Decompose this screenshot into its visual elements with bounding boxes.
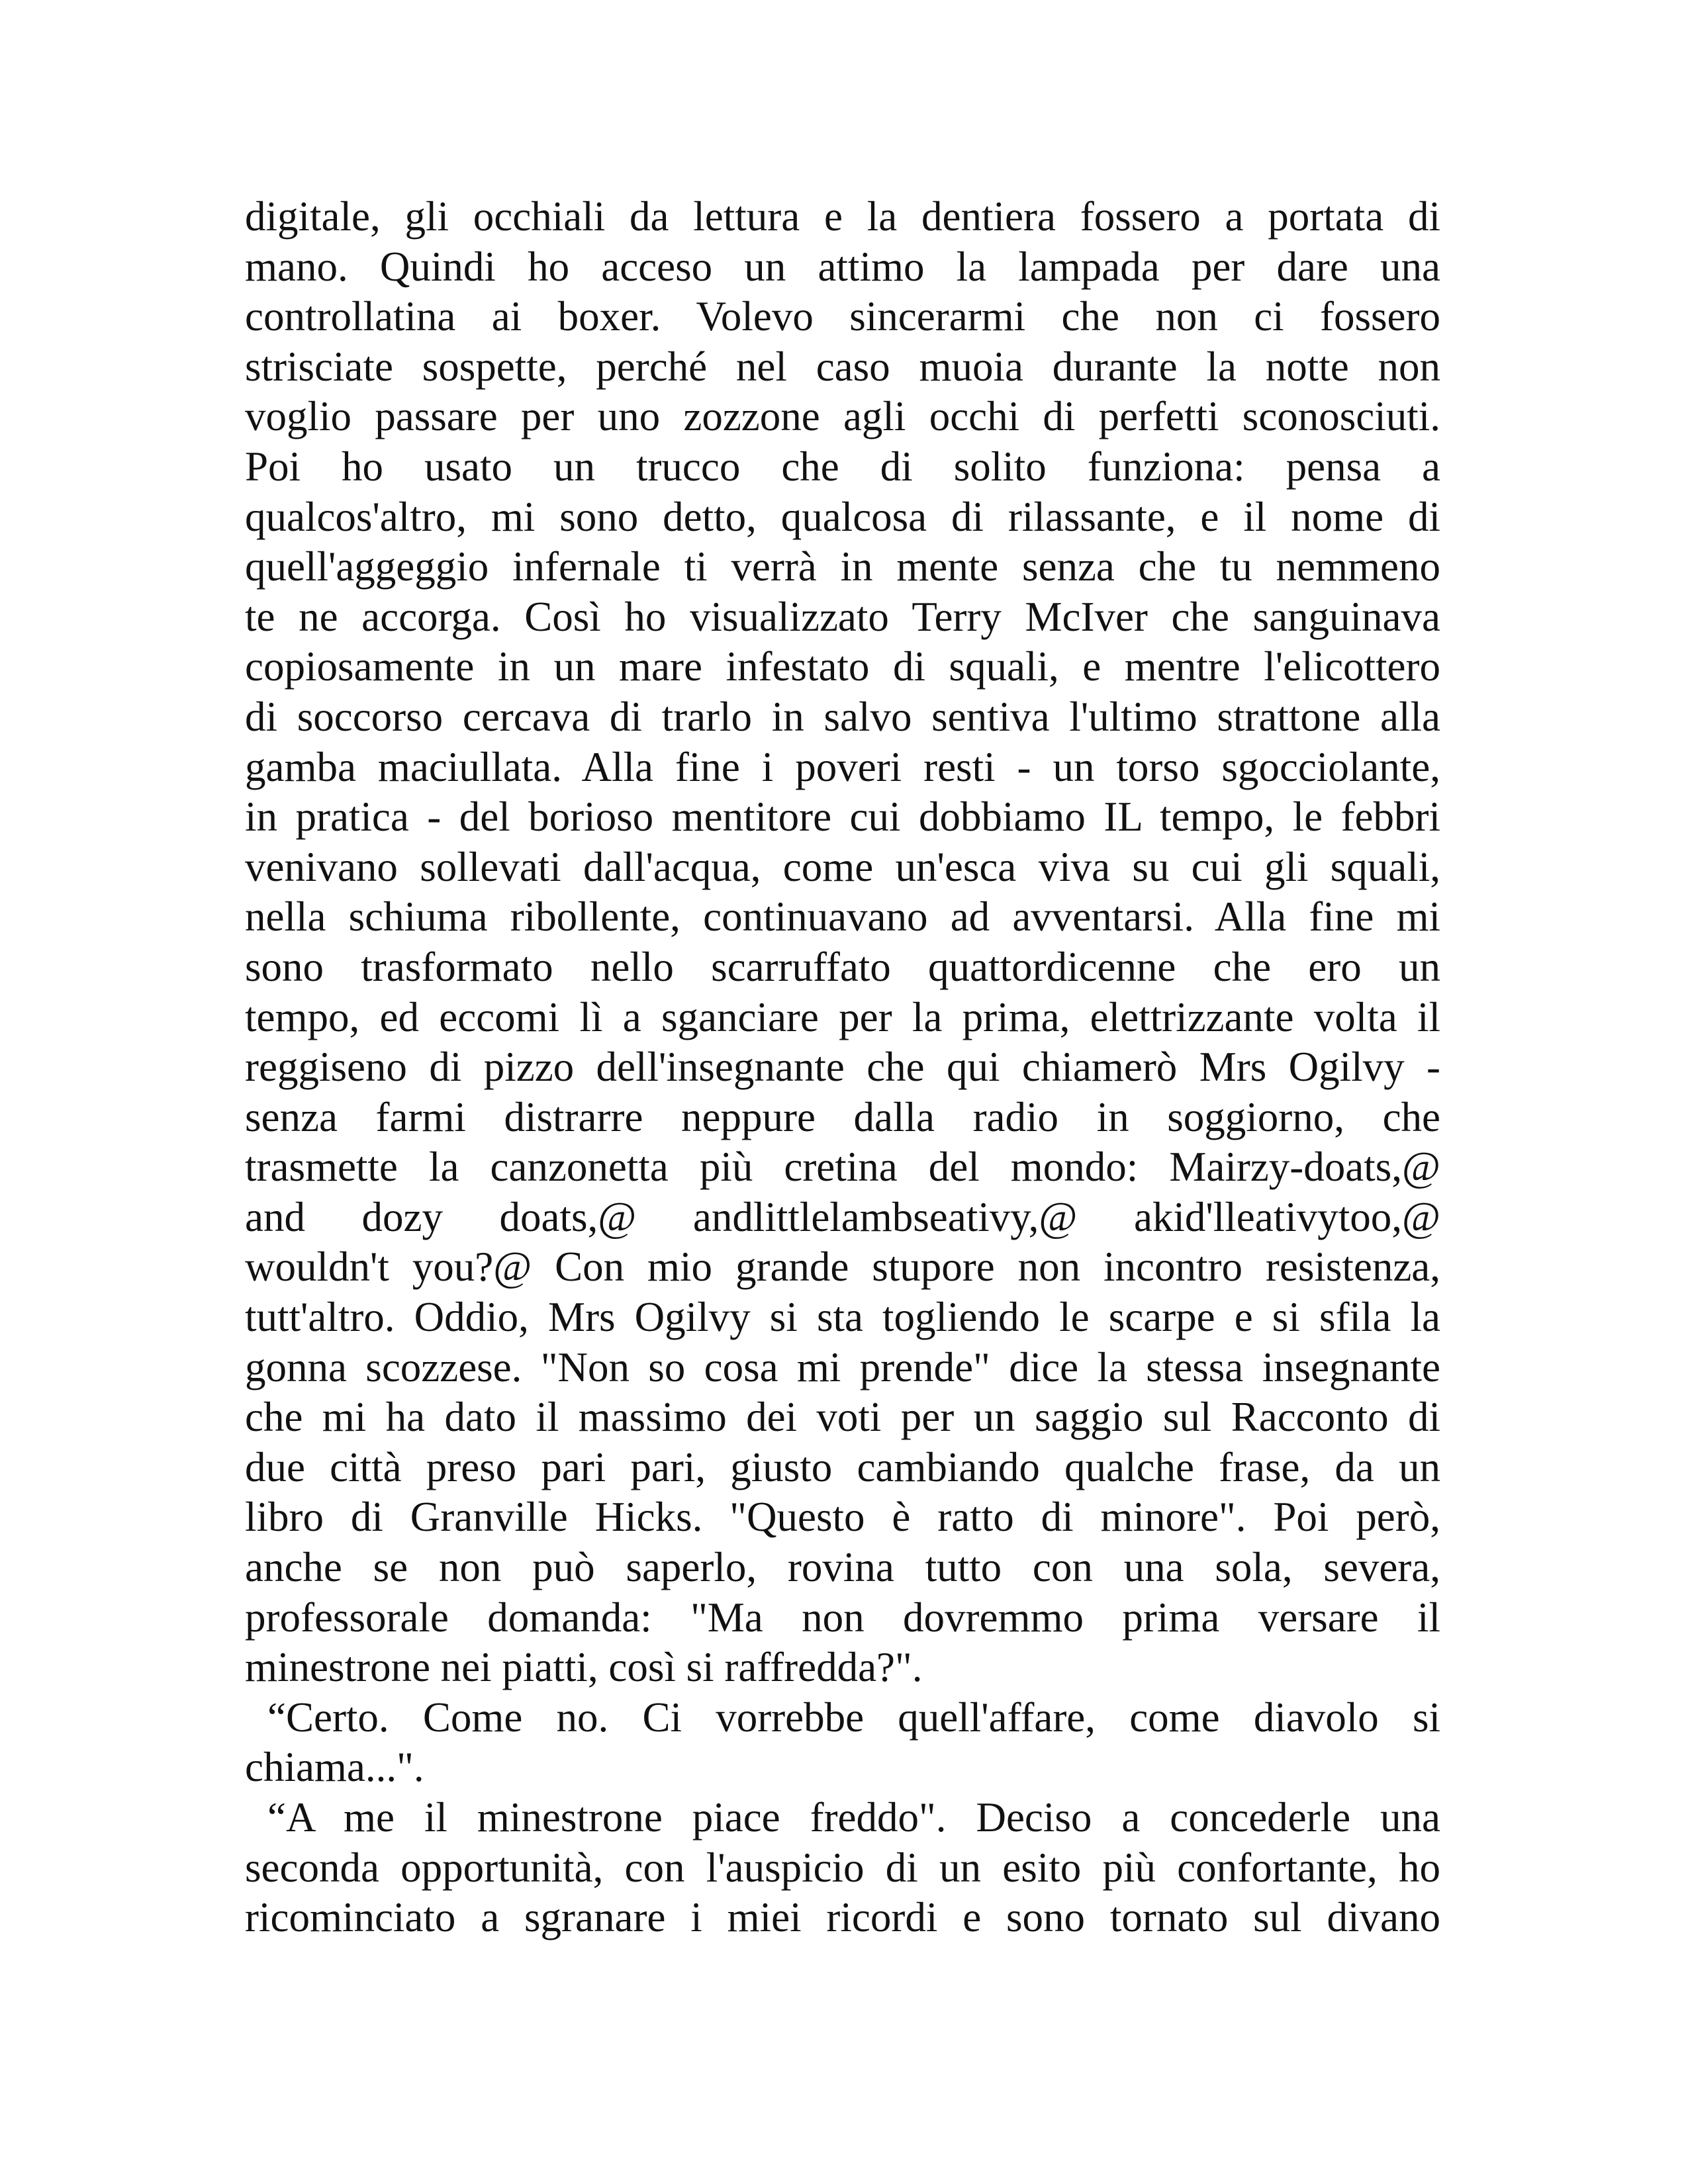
text-line: reggiseno di pizzo dell'insegnante che qui chiamerò Mrs Ogilvy - <box>245 1044 1440 1091</box>
text-line: wouldn't you?@ Con mio grande stupore non incontro resistenza, <box>245 1244 1440 1291</box>
text-line: gonna scozzese. "Non so cosa mi prende" dice la stessa insegnante <box>245 1343 1440 1390</box>
text-line: che mi ha dato il massimo dei voti per un saggio sul Racconto di <box>245 1394 1440 1441</box>
text-line: trasmette la canzonetta più cretina del mondo: Mairzy-doats,@ <box>245 1144 1440 1191</box>
text-line: “A me il minestrone piace freddo". Deciso a concederle una <box>267 1794 1440 1841</box>
text-line: chiama...". <box>245 1744 424 1791</box>
text-line: nella schiuma ribollente, continuavano ad avventarsi. Alla fine mi <box>245 893 1440 940</box>
document-page <box>245 192 1440 1943</box>
text-line: qualcos'altro, mi sono detto, qualcosa di rilassante, e il nome di <box>245 493 1440 540</box>
text-line: anche se non può saperlo, rovina tutto con una sola, severa, <box>245 1544 1440 1591</box>
text-line: strisciate sospette, perché nel caso muoia durante la notte non <box>245 343 1440 390</box>
text-line: gamba maciullata. Alla fine i poveri resti - un torso sgocciolante, <box>245 743 1440 790</box>
text-line: controllatina ai boxer. Volevo sincerarmi che non ci fossero <box>245 293 1440 340</box>
text-line: venivano sollevati dall'acqua, come un'esca viva su cui gli squali, <box>245 843 1440 890</box>
text-line: sono trasformato nello scarruffato quattordicenne che ero un <box>245 943 1440 990</box>
text-line: tutt'altro. Oddio, Mrs Ogilvy si sta togliendo le scarpe e si sfila la <box>245 1294 1440 1341</box>
paragraph-2 <box>245 1693 1440 1793</box>
text-line: mano. Quindi ho acceso un attimo la lampada per dare una <box>245 243 1440 290</box>
text-line: ricominciato a sgranare i miei ricordi e sono tornato sul divano <box>245 1894 1440 1941</box>
text-line: digitale, gli occhiali da lettura e la dentiera fossero a portata di <box>245 193 1440 240</box>
text-line: voglio passare per uno zozzone agli occhi di perfetti sconosciuti. <box>245 393 1440 440</box>
text-line: tempo, ed eccomi lì a sganciare per la prima, elettrizzante volta il <box>245 993 1440 1040</box>
text-line: seconda opportunità, con l'auspicio di un esito più confortante, ho <box>245 1844 1440 1891</box>
text-line: quell'aggeggio infernale ti verrà in mente senza che tu nemmeno <box>245 543 1440 590</box>
text-line: Poi ho usato un trucco che di solito funziona: pensa a <box>245 443 1440 490</box>
text-line: copiosamente in un mare infestato di squali, e mentre l'elicottero <box>245 643 1440 690</box>
text-line: “Certo. Come no. Ci vorrebbe quell'affare, come diavolo si <box>267 1694 1440 1741</box>
text-line: minestrone nei piatti, così si raffredda?". <box>245 1644 923 1691</box>
text-line: libro di Granville Hicks. "Questo è ratto di minore". Poi però, <box>245 1494 1440 1541</box>
text-line: te ne accorga. Così ho visualizzato Terry McIver che sanguinava <box>245 593 1440 640</box>
paragraph-1 <box>245 192 1440 1693</box>
paragraph-3 <box>245 1793 1440 1943</box>
text-line: in pratica - del borioso mentitore cui dobbiamo IL tempo, le febbri <box>245 794 1440 841</box>
text-line: due città preso pari pari, giusto cambiando qualche frase, da un <box>245 1443 1440 1490</box>
text-line: di soccorso cercava di trarlo in salvo sentiva l'ultimo strattone alla <box>245 693 1440 740</box>
text-line: professorale domanda: "Ma non dovremmo prima versare il <box>245 1594 1440 1641</box>
text-line: and dozy doats,@ andlittlelambseativy,@ akid'lleativytoo,@ <box>245 1193 1440 1240</box>
text-line: senza farmi distrarre neppure dalla radio in soggiorno, che <box>245 1093 1440 1140</box>
